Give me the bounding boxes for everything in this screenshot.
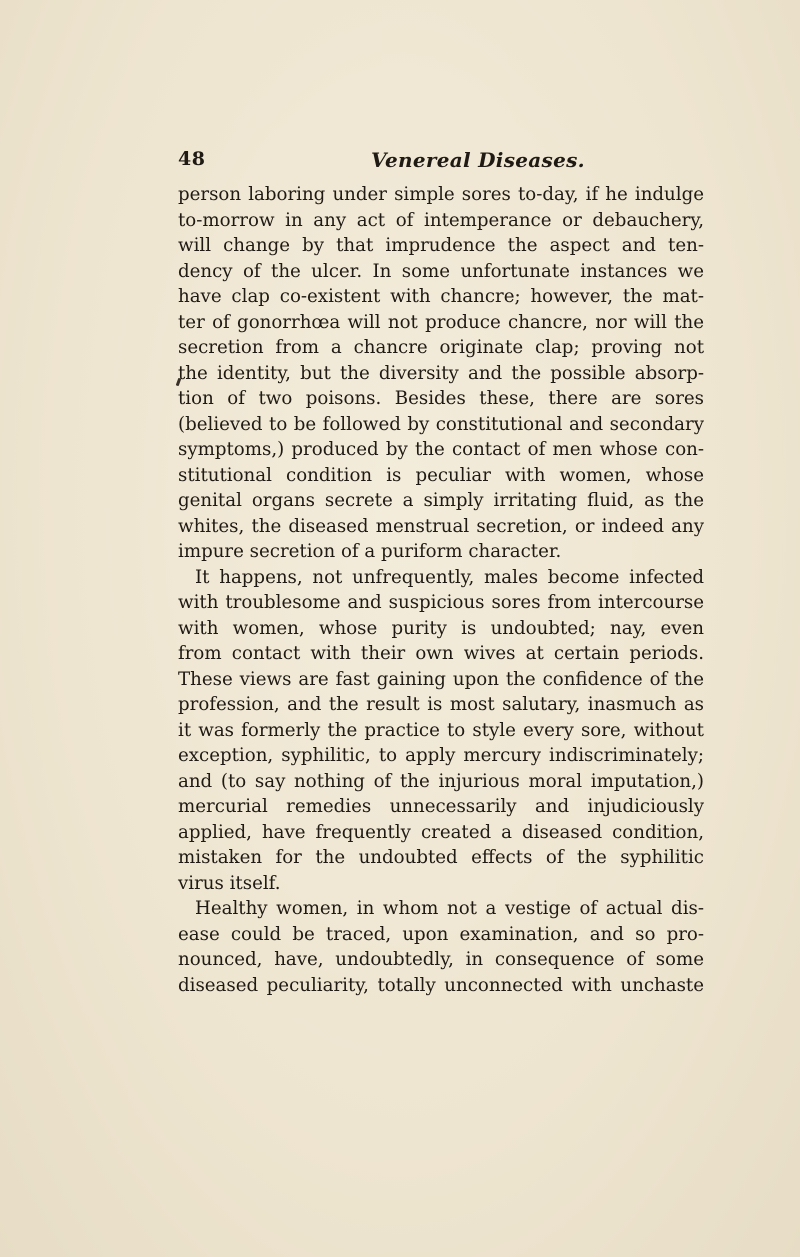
text-line: nounced, have, undoubtedly, in consequence of some (178, 949, 704, 970)
running-head: Venereal Diseases. (371, 148, 585, 172)
page-number: 48 (178, 148, 206, 170)
text-line: diseased peculiarity, totally unconnected with unchaste (178, 974, 704, 996)
text-line: genital organs secrete a simply irritating fluid, as the (178, 490, 704, 511)
text-line: These views are fast gaining upon the confidence of the (178, 668, 704, 690)
text-line: with troublesome and suspicious sores from intercourse (178, 592, 704, 613)
text-line: dency of the ulcer. In some unfortunate instances we (178, 260, 704, 282)
text-line: secretion from a chancre originate clap; proving not (178, 337, 704, 358)
text-line: ease could be traced, upon examination, and so pro- (178, 923, 704, 945)
text-line: mistaken for the undoubted effects of the syphilitic (178, 847, 704, 868)
text-line: and (to say nothing of the injurious moral imputation,) (178, 770, 704, 792)
text-line: with women, whose purity is undoubted; nay, even (178, 617, 704, 639)
text-line: person laboring under simple sores to-day, if he indulge (178, 184, 704, 205)
text-line: exception, syphilitic, to apply mercury indiscriminately; (178, 745, 704, 766)
text-line: profession, and the result is most salutary, inasmuch as (178, 694, 704, 715)
text-line: to-morrow in any act of intemperance or debauchery, (178, 209, 704, 231)
text-line: have clap co-existent with chancre; however, the mat- (178, 286, 704, 307)
text-line: whites, the diseased menstrual secretion, or indeed any (178, 515, 704, 537)
text-line: tion of two poisons. Besides these, there are sores (178, 388, 704, 409)
page-header (178, 148, 698, 178)
text-line: the identity, but the diversity and the possible absorp- (178, 362, 704, 384)
text-line: will change by that imprudence the aspect and ten- (178, 235, 704, 256)
text-line: Healthy women, in whom not a vestige of actual dis- (195, 898, 704, 919)
text-line: mercurial remedies unnecessarily and injudiciously (178, 796, 704, 817)
text-line: ter of gonorrhœa will not produce chancre, nor will the (178, 311, 704, 333)
text-line: It happens, not unfrequently, males become infected (195, 566, 704, 588)
text-line: (believed to be followed by constitutional and secondary (178, 413, 704, 435)
text-line: applied, have frequently created a diseased condition, (178, 821, 704, 843)
text-line: stitutional condition is peculiar with women, whose (178, 464, 704, 486)
text-line: from contact with their own wives at certain periods. (178, 643, 704, 664)
text-line: symptoms,) produced by the contact of men whose con- (178, 439, 704, 460)
body-text (178, 182, 704, 998)
text-line: it was formerly the practice to style every sore, without (178, 719, 704, 741)
text-line: virus itself. (178, 872, 281, 894)
text-line: impure secretion of a puriform character. (178, 541, 562, 562)
